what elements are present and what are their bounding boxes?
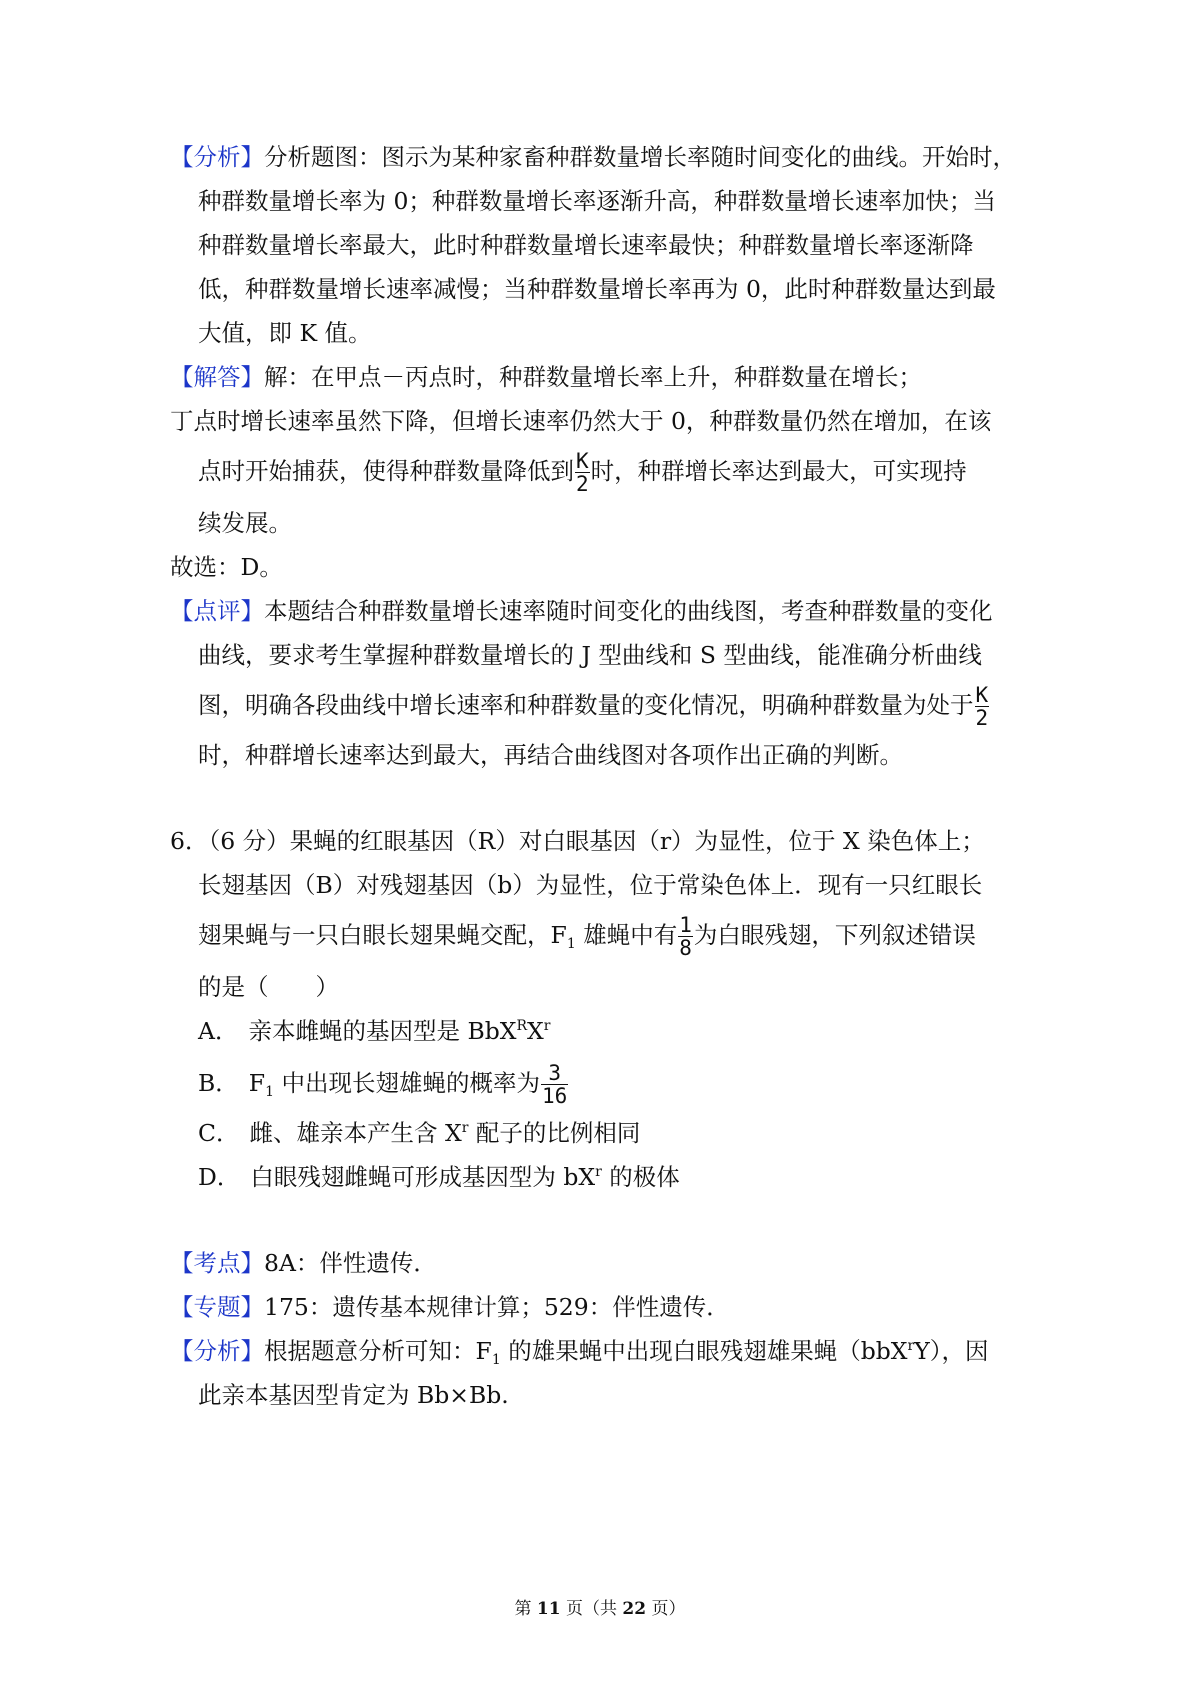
analysis1-tag: 【分析】	[170, 143, 264, 171]
comment1-tag: 【点评】	[170, 597, 264, 625]
question6-line1: 6．（6 分）果蝇的红眼基因（R）对白眼基因（r）为显性，位于 X 染色体上；	[170, 827, 985, 855]
current-page-number: 11	[536, 1599, 561, 1619]
answer1-choice: 故选：D。	[170, 553, 283, 581]
analysis1-line4: 低，种群数量增长速率减慢；当种群数量增长率再为 0，此时种群数量达到最	[198, 275, 996, 303]
answer1-line3: 点时开始捕获，使得种群数量降低到 $\frac{K}{2}$ 时，种群增长率达到最大，可实现持	[198, 449, 967, 496]
question-number: 6．	[170, 827, 209, 855]
comment1-line2: 曲线，要求考生掌握种群数量增长的 J 型曲线和 S 型曲线，能准确分析曲线	[198, 641, 982, 669]
fraction-1-over-8: $\frac{1}{8}$	[679, 913, 692, 960]
option-b: B． $F_1$ 中出现长翅雄蝇的概率为 $\frac{3}{16}$	[198, 1061, 568, 1108]
topic-line: 【专题】175：遗传基本规律计算；529：伴性遗传．	[170, 1293, 730, 1321]
fraction-k-over-2: $\frac{K}{2}$	[975, 683, 989, 730]
option-a: A． 亲本雌蝇的基因型是 $BbX^RX^r$	[198, 1017, 551, 1045]
comment1-line4: 时，种群增长速率达到最大，再结合曲线图对各项作出正确的判断。	[198, 741, 903, 769]
analysis2-line2: 此亲本基因型肯定为 Bb×Bb.	[198, 1381, 509, 1409]
page-footer: 第 11 页（共 22 页）	[514, 1599, 686, 1619]
question6-line3: 翅果蝇与一只白眼长翅果蝇交配，$F_1$ 雄蝇中有 $\frac{1}{8}$ 为白眼残翅，下列叙述错误	[198, 913, 976, 960]
question6-line4: 的是（ ）	[198, 973, 339, 1001]
answer1-tag: 【解答】	[170, 363, 264, 391]
analysis1-line1: 【分析】分析题图：图示为某种家畜种群数量增长率随时间变化的曲线。开始时，	[170, 143, 1016, 171]
analysis2-line1: 【分析】根据题意分析可知：$F_1$ 的雄果蝇中出现白眼残翅雄果蝇（bbX$^r$Y），因	[170, 1337, 989, 1368]
option-c: C． 雌、雄亲本产生含 $X^r$ 配子的比例相同	[198, 1119, 641, 1147]
comment1-line1: 【点评】本题结合种群数量增长速率随时间变化的曲线图，考查种群数量的变化	[170, 597, 993, 625]
option-d: D． 白眼残翅雌蝇可形成基因型为 $bX^r$ 的极体	[198, 1163, 680, 1191]
analysis1-line3: 种群数量增长率最大，此时种群数量增长速率最快；种群数量增长率逐渐降	[198, 231, 974, 259]
answer1-line1: 【解答】解：在甲点－丙点时，种群数量增长率上升，种群数量在增长；	[170, 363, 922, 391]
analysis2-tag: 【分析】	[170, 1337, 264, 1365]
total-pages: 22	[622, 1599, 647, 1619]
fraction-3-over-16: $\frac{3}{16}$	[542, 1061, 568, 1108]
topic-tag: 【专题】	[170, 1293, 264, 1321]
analysis1-line5: 大值，即 K 值。	[198, 319, 372, 347]
analysis1-line2: 种群数量增长率为 0；种群数量增长率逐渐升高，种群数量增长速率加快；当	[198, 187, 996, 215]
keypoint-line: 【考点】8A：伴性遗传．	[170, 1249, 437, 1277]
answer1-line2: 丁点时增长速率虽然下降，但增长速率仍然大于 0，种群数量仍然在增加，在该	[170, 407, 992, 435]
fraction-k-over-2: $\frac{K}{2}$	[576, 449, 589, 496]
keypoint-tag: 【考点】	[170, 1249, 264, 1277]
answer1-line4: 续发展。	[198, 509, 292, 537]
question6-line2: 长翅基因（B）对残翅基因（b）为显性，位于常染色体上．现有一只红眼长	[198, 871, 983, 899]
comment1-line3: 图，明确各段曲线中增长速率和种群数量的变化情况，明确种群数量为处于 $\frac{K}{2}$	[198, 683, 989, 730]
